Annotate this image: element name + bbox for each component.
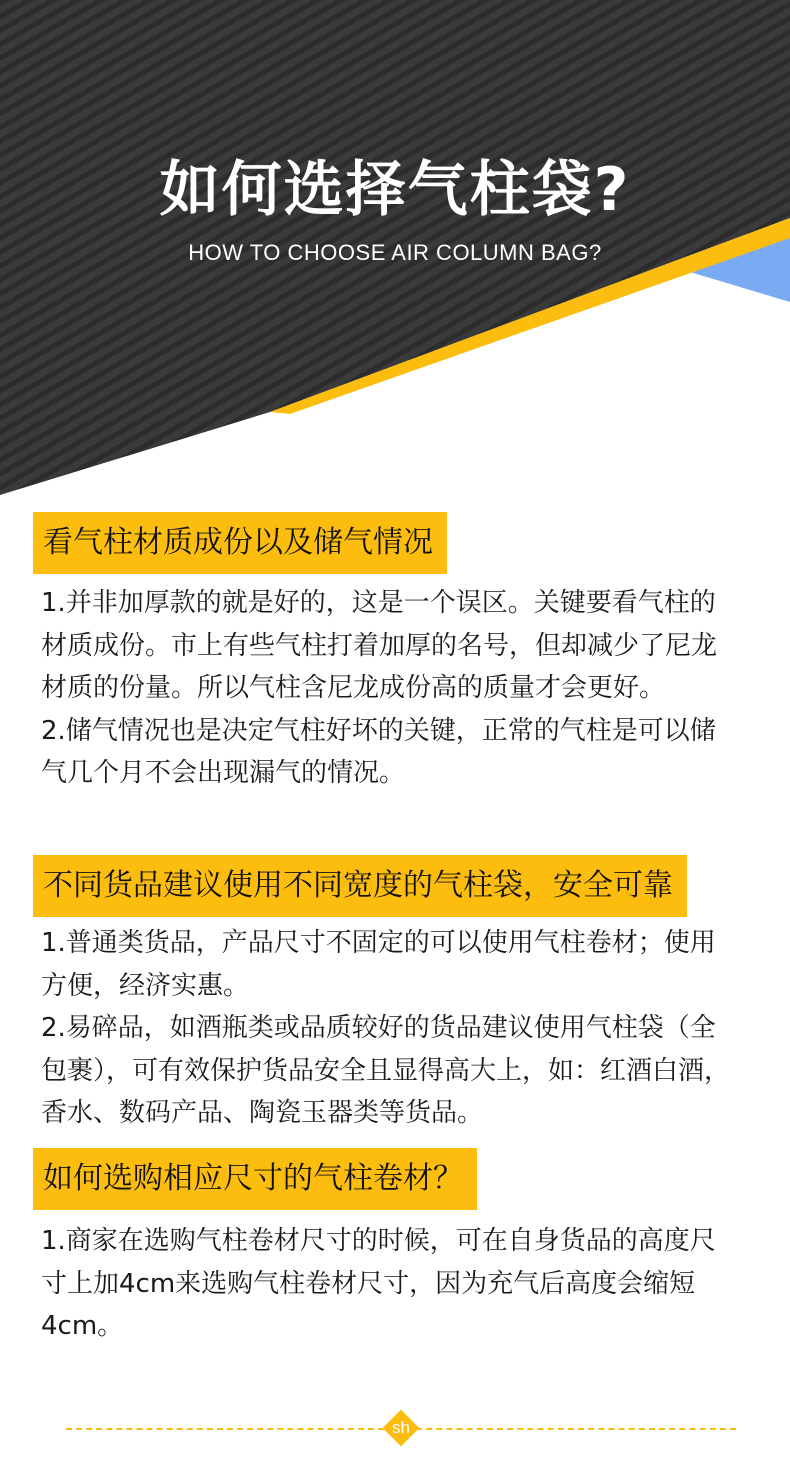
paragraph: 1.商家在选购气柱卷材尺寸的时候，可在自身货品的高度尺寸上加4cm来选购气柱卷材尺寸，因为充气后高度会缩短4cm。 [41,1226,716,1341]
paragraph: 2.储气情况也是决定气柱好坏的关键，正常的气柱是可以储气几个月不会出现漏气的情况。 [41,715,716,788]
page-title: 如何选择气柱袋? [159,155,631,225]
page-subtitle: HOW TO CHOOSE AIR COLUMN BAG? [188,240,602,265]
section-heading-width: 不同货品建议使用不同宽度的气柱袋，安全可靠 [33,855,687,917]
paragraph: 2.易碎品，如酒瓶类或品质较好的货品建议使用气柱袋（全包裹），可有效保护货品安全且显得高大上，如：红酒白酒，香水、数码产品、陶瓷玉器类等货品。 [41,1013,731,1128]
section-heading-material: 看气柱材质成份以及储气情况 [33,512,447,574]
section-body-width [41,922,741,1135]
paragraph: 1.普通类货品，产品尺寸不固定的可以使用气柱卷材；使用方便，经济实惠。 [41,928,716,1001]
paragraph: 1.并非加厚款的就是好的，这是一个误区。关键要看气柱的材质成份。市上有些气柱打着加厚的名号，但却减少了尼龙材质的份量。所以气柱含尼龙成份高的质量才会更好。 [41,588,718,703]
footer-divider [0,1405,790,1455]
header-banner [0,0,790,500]
section-heading-size: 如何选购相应尺寸的气柱卷材？ [33,1148,477,1210]
footer-dashed-line-left [66,1428,384,1430]
section-body-size [41,1220,741,1348]
footer-mark: sh [392,1418,410,1437]
footer-dashed-line-right [416,1428,736,1430]
section-body-material [41,582,741,795]
